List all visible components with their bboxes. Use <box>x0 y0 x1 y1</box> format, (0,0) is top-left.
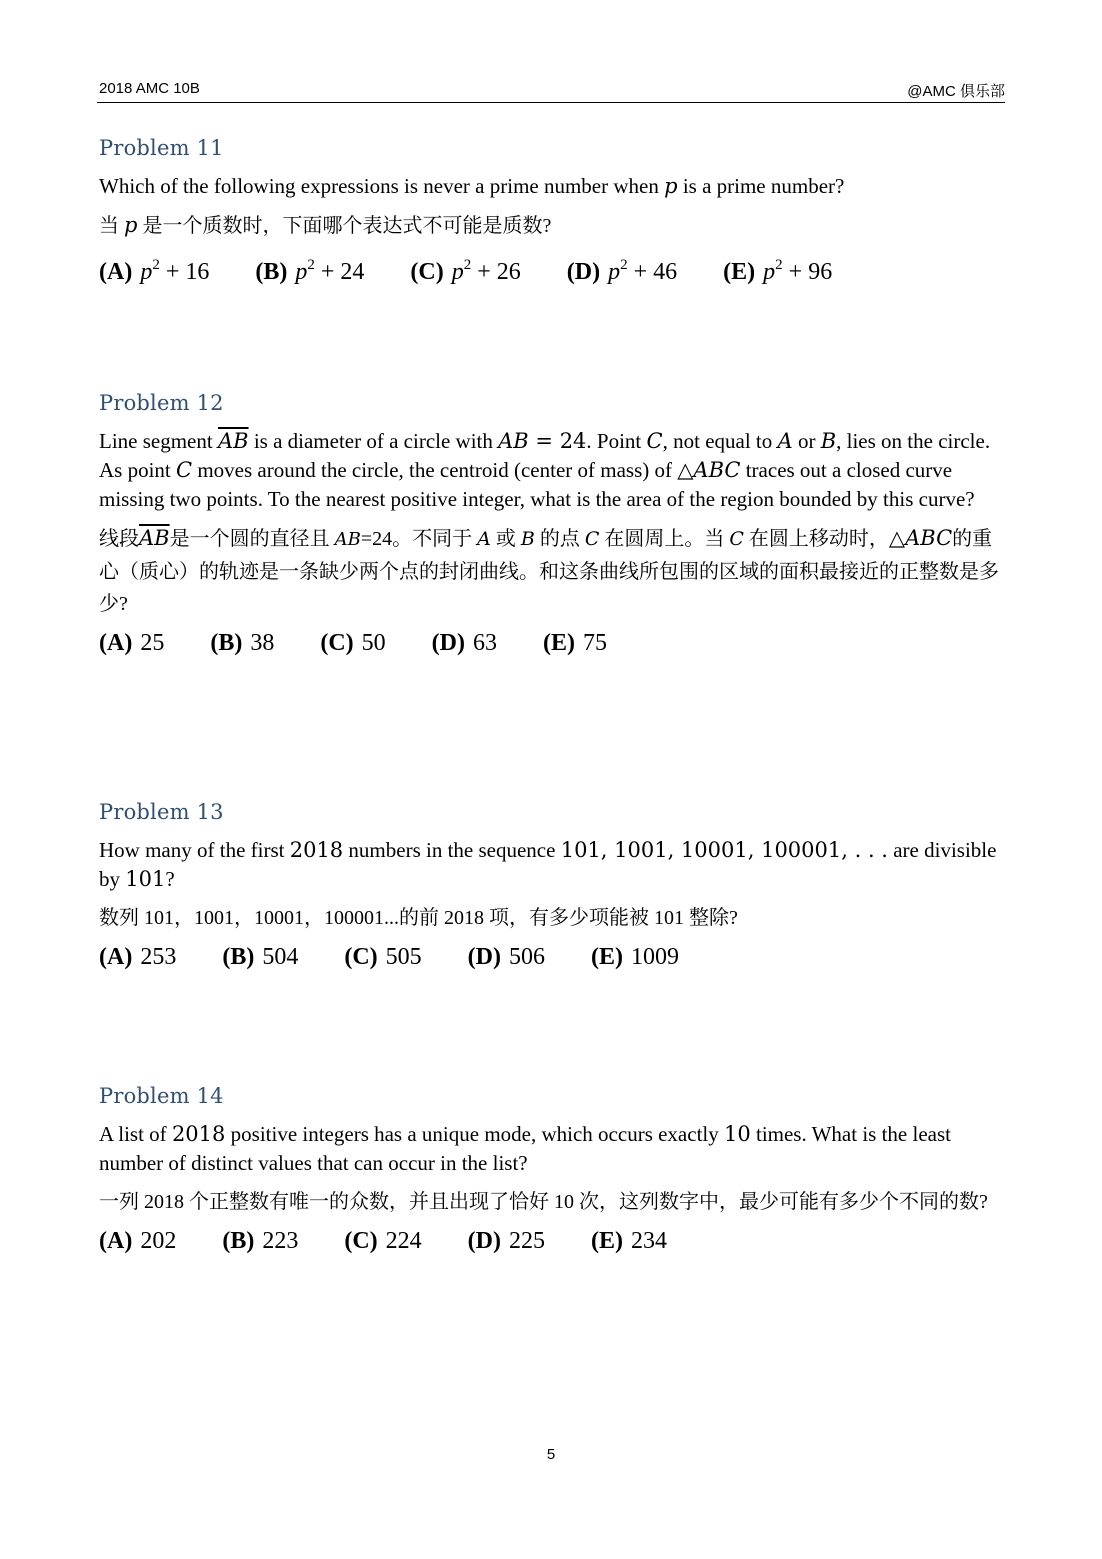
problem-text-chinese: 数列 101，1001，10001，100001...的前 2018 项，有多少项能被 101 整除? <box>99 907 738 929</box>
choice-c: (C) 50 <box>320 630 386 656</box>
page-number: 5 <box>546 1446 556 1463</box>
problem-title: Problem 11 <box>99 136 224 160</box>
problem-text-english: Line segment $\overline{AB}$ is a diameter of a circle with AB = 24. Point C, not equal to A or B, lies on the circle. As point C moves around the circle, the centroid (center of mass) of △ABC traces out a closed curve missing two points. To the nearest positive integer, what is the area of the region bounded by this curve? <box>99 429 991 511</box>
problem-title: Problem 12 <box>99 391 224 415</box>
header-divider <box>97 102 1005 103</box>
problem-text-chinese: 一列 2018 个正整数有唯一的众数，并且出现了恰好 10 次，这列数字中，最少可能有多少个不同的数? <box>99 1191 988 1213</box>
choice-d: (D) 225 <box>467 1228 545 1254</box>
problem-text-english: A list of 2018 positive integers has a unique mode, which occurs exactly 10 times. What is the least number of distinct values that can occur in the list? <box>99 1122 951 1175</box>
choice-d: (D) $p^2 + 46$ <box>566 257 678 285</box>
problem-text-chinese: 当 p 是一个质数时，下面哪个表达式不可能是质数? <box>99 213 552 237</box>
choice-c: (C) 224 <box>344 1228 422 1254</box>
page-header <box>99 80 1005 102</box>
answer-choices <box>99 248 1009 289</box>
problem-12 <box>99 391 1009 660</box>
problem-text-english: How many of the first 2018 numbers in the sequence 101, 1001, 10001, 100001, . . . are divisible by 101? <box>99 838 997 891</box>
answer-choices <box>99 940 1009 974</box>
problem-title: Problem 13 <box>99 800 224 824</box>
choice-e: (E) $p^2 + 96$ <box>723 257 833 285</box>
choice-c: (C) 505 <box>344 944 422 970</box>
choice-a: (A) $p^2 + 16$ <box>99 257 210 285</box>
choice-e: (E) 234 <box>590 1228 667 1254</box>
choice-d: (D) 506 <box>467 944 545 970</box>
choice-b: (B) 38 <box>210 630 275 656</box>
choice-d: (D) 63 <box>431 630 497 656</box>
choice-e: (E) 75 <box>542 630 607 656</box>
choice-b: (B) 223 <box>222 1228 299 1254</box>
header-club-name: @AMC 俱乐部 <box>907 83 1005 100</box>
answer-choices <box>99 1224 1009 1258</box>
header-contest-name: 2018 AMC 10B <box>99 80 200 97</box>
problem-text-chinese: 线段$\overline{AB}$是一个圆的直径且 AB=24。不同于 A 或 B 的点 C 在圆周上。当 C 在圆上移动时，△ABC的重心（质心）的轨迹是一条缺少两个点的封闭曲线。和这条曲线所包围的区域的面积最接近的正整数是多少? <box>99 526 999 615</box>
choice-c: (C) $p^2 + 26$ <box>410 257 521 285</box>
problem-title: Problem 14 <box>99 1084 224 1108</box>
problem-text-english: Which of the following expressions is never a prime number when p is a prime number? <box>99 174 845 198</box>
problem-14 <box>99 1084 1009 1258</box>
choice-e: (E) 1009 <box>590 944 679 970</box>
choice-a: (A) 25 <box>99 630 165 656</box>
problem-13 <box>99 800 1009 974</box>
choice-b: (B) $p^2 + 24$ <box>255 257 365 285</box>
answer-choices <box>99 626 1009 660</box>
choice-a: (A) 202 <box>99 1228 177 1254</box>
choice-a: (A) 253 <box>99 944 177 970</box>
problem-11 <box>99 136 1009 289</box>
choice-b: (B) 504 <box>222 944 299 970</box>
